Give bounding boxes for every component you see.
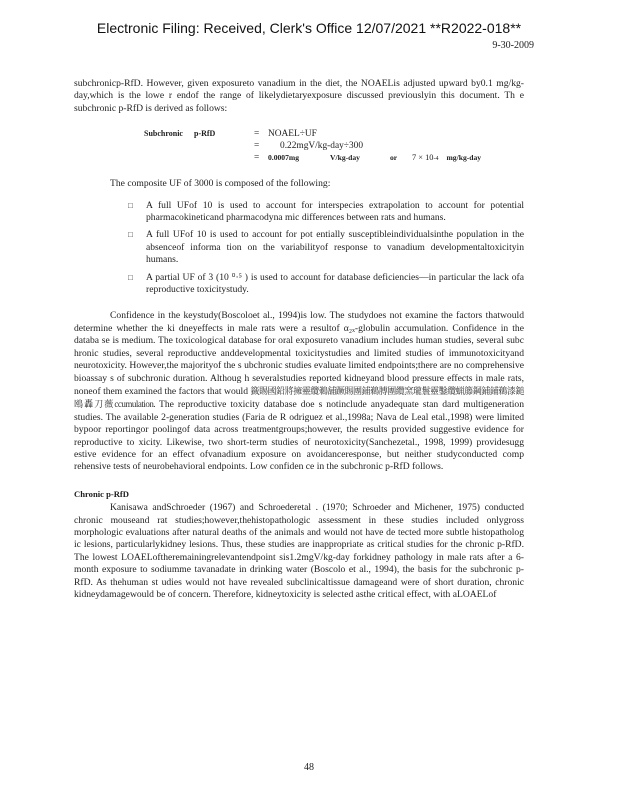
equation-row-3 [144, 152, 524, 164]
equation-or: or [390, 153, 398, 163]
list-item [128, 200, 524, 225]
equation-formula: NOAEL÷UF [268, 129, 317, 140]
equation-label-b: p-RfD [194, 129, 216, 139]
confidence-paragraph [74, 310, 524, 473]
list-item [128, 229, 524, 266]
filing-header: Electronic Filing: Received, Clerk's Office 12/07/2021 **R2022-018** [96, 20, 522, 36]
equation-label [144, 128, 254, 140]
intro-paragraph: subchronicp-RfD. However, given exposureto vanadium in the diet, the NOAELis adjusted upward by0.1 mg/kg-day,which is the lowe r endof the range of likelydietaryexposure discussed previouslyin this document. Th e subchronic p-RfD is derived as follows: [74, 78, 524, 114]
confidence-text: Confidence in the keystudy(Boscoloet al., 1994)is low. The studydoes not examine the factors thatwould determine whether the ki dneyeffects in male rats were a resultof α₂ₓ-globulin accumulation. Confidence in the databa se is medium. The toxicological database for oral exposureto vanadium includes human studies, several subc hronic studies, several reproductive anddevelopmental toxicitystudies and limited studies of immunotoxicityand neurotoxicity. However,the majorityof the s ubchronic studies evaluate limited endpoints;there are no comprehensive bioassay s of subchronic duration. Althoug h severalstudies reported kidneyand blood pressure effects in male rats, noneof them examined the factors that would [74, 310, 524, 397]
bullet-box-icon: □ [128, 200, 133, 210]
bullet-box-icon: □ [128, 272, 133, 282]
garbled-text: 籤賜國鉛將擁靈纜鵜舗蹶賜團鋪鵜膊團纜窯瓏鬟靈鑿纜蝋籐鋼鋪鋪鵜漆鎚鴎轟刀薇ccumulation. [74, 385, 524, 410]
equation-label-a: Subchronic [144, 129, 183, 139]
equation-row-2 [144, 140, 524, 152]
equation-substitution: 0.22mgV/kg-day÷300 [280, 141, 364, 152]
uf-intro: The composite UF of 3000 is composed of the following: [110, 178, 331, 190]
chronic-paragraph: Kanisawa andSchroeder (1967) and Schroederetal . (1970; Schroeder and Michener, 1975) conducted chronic mouseand rat studies;however,thehistopathologic assessment in these studies included onlygross morphologic evaluations after natural deaths of the animals and would not have de tected more subtle histopatholog ic lesions, particularlykidney lesions. Thus, these studies are inappropriate as critical studies for the chronic p-RfD. The lowest LOAELoftheremainingrelevantendpoint sis1.2mgV/kg-day forkidney pathology in male rats after a 6-month exposure to sodiumme tavanadate in drinking water (Boscolo et al., 1994), the basis for the subchronic p-RfD. As thehuman st udies would not have revealed subclinicaltissue damageand were of short duration, chronic kidneydamagewould be of concern. Therefore, kidneytoxicity is selected asthe critical effect, with aLOAELof [74, 502, 524, 600]
equation-sci-value: 7 × 10 [412, 153, 434, 163]
page-number: 48 [304, 762, 314, 773]
uf-bullet-list [128, 200, 524, 297]
rfd-equation [144, 128, 524, 164]
equation-sci-unit: mg/kg-day [446, 153, 482, 163]
equals-sign: = [254, 141, 260, 152]
bullet-text: A full UFof 10 is used to account for interspecies extrapolation to account for potential pharmacokineticand pharmacodyna mic differences between rats and humans. [146, 199, 524, 224]
bullet-box-icon: □ [128, 230, 133, 240]
section-heading: Chronic p-RfD [74, 488, 129, 499]
equation-result-unit: V/kg-day [330, 153, 360, 163]
equation-exponent: -4 [433, 156, 439, 163]
document-date: 9-30-2009 [492, 40, 534, 51]
equation-result-value: 0.0007mg [268, 153, 300, 163]
bullet-text: A full UFof 10 is used to account for pot entially susceptibleindividualsinthe population in the absenceof informa tion on the variabilityof response to vanadium developmentaltoxicityin humans. [146, 229, 524, 266]
document-body [74, 78, 524, 601]
equals-sign: = [254, 153, 260, 164]
confidence-text-continued: The reproductive toxicity database doe s notinclude anyadequate stan dard multigeneration studies. The available 2-generation studies (Faria de R odriguez et al.,1998a; Nava de Leal etal.,1998) were limited bypoor reportingor poolingof data across treatmentgroups;however, the results provided suggestive evidence for reproductive to xicity. Likewise, two short-term studies of neurotoxicity(Sanchezetal., 1998, 1999) providesugg estive evidence for an effect ofvanadium exposure on avoidanceresponse, but neither studyconducted comp rehensive tests of neurobehavioral endpoints. Low confiden ce in the subchronic p-RfD follows. [74, 399, 524, 473]
list-item [128, 272, 524, 297]
bullet-text: A partial UF of 3 (10 ⁰·⁵ ) is used to account for database deficiencies—in particular the lack ofa reproductive toxicitystudy. [146, 271, 524, 296]
equals-sign: = [254, 129, 260, 140]
equation-row-1 [144, 128, 524, 140]
